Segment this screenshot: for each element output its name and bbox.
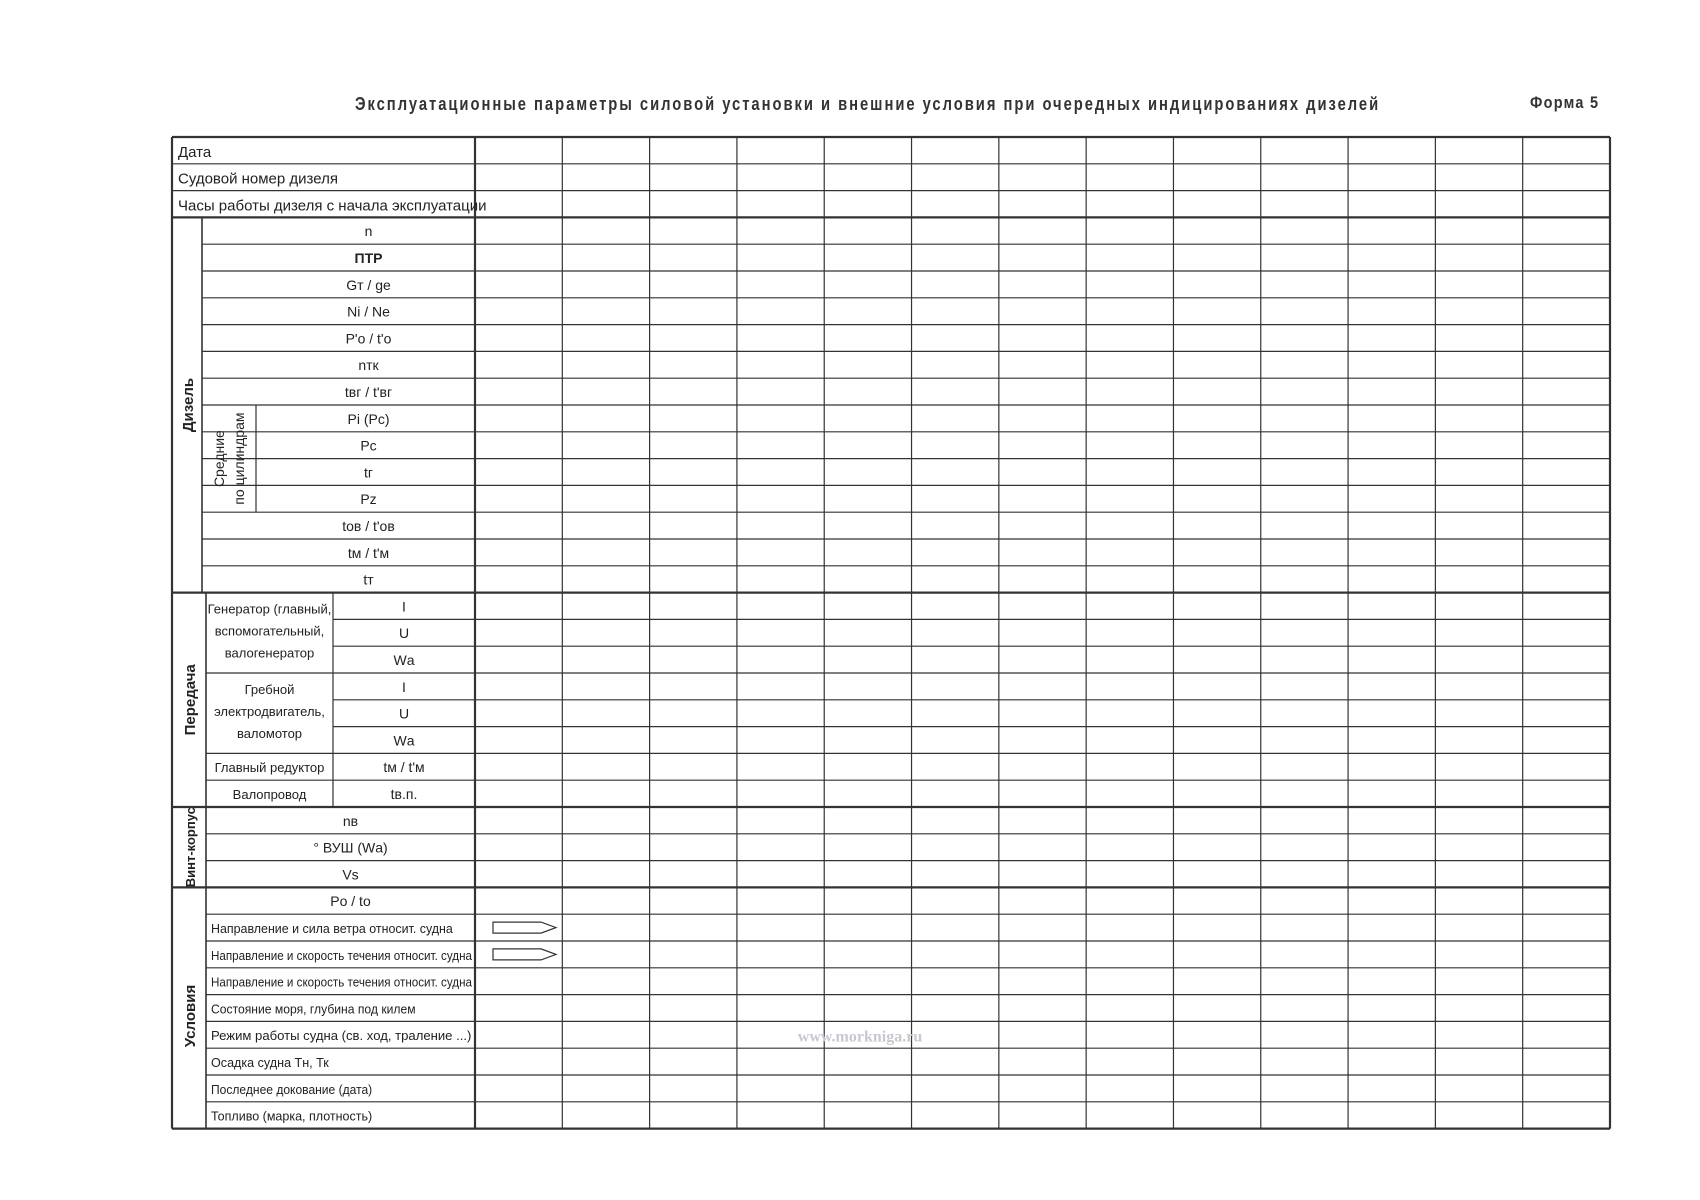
subgroup-label-averages: Средние [211,430,227,488]
conditions-param-label: Pо / tо [330,893,371,910]
propeller-param-label: ° ВУШ (Wа) [313,839,388,856]
reducer-label: Главный редуктор [214,760,325,776]
diesel-param-label: tг [364,464,373,481]
direction-arrow-icon [493,949,556,960]
diesel-param-label: Pi (Pс) [347,410,390,427]
transmission-param-label: U [398,625,410,642]
transmission-param-label: Wа [393,732,415,749]
group-label-diesel: Дизель [180,377,197,433]
motor-label: электродвигатель, [214,704,325,719]
group-label-conditions: Условия [182,984,199,1048]
conditions-row-label: Топливо (марка, плотность) [211,1108,373,1124]
diesel-param-label: Pс [360,437,377,454]
diesel-param-label: nтк [358,357,379,374]
diesel-param-label: Ni / Ne [347,303,390,320]
conditions-row-label: Осадка судна Тн, Тк [211,1055,330,1070]
diesel-param-label: tвг / t'вг [344,384,393,400]
form-number: Форма 5 [1530,93,1600,112]
generator-label: валогенератор [224,645,315,661]
conditions-row-label: Направление и скорость течения относит. судна [211,947,473,963]
conditions-row-label: Режим работы судна (св. ход, траление ...) [211,1028,472,1044]
header-row-label: Дата [178,143,212,161]
transmission-param-label: Wа [393,652,415,668]
conditions-row-label: Направление и скорость течения относит. судна [211,974,473,990]
motor-label: Гребной [244,682,295,697]
direction-arrow-icon [493,922,556,933]
conditions-row-label: Состояние моря, глубина под килем [211,1001,416,1017]
propeller-param-label: nв [342,812,359,829]
transmission-param-label: I [402,598,406,615]
header-row-label: Часы работы дизеля с начала эксплуатации [178,197,487,215]
watermark: www.morkniga.ru [797,1028,923,1046]
diesel-param-label: Gт / gе [346,276,391,293]
diesel-param-label: n [364,223,373,240]
group-label-propeller: Винт-корпус [183,807,198,888]
motor-label: валомотор [236,726,303,741]
diesel-param-label: P'о / t'о [345,330,392,347]
subgroup-label-averages: по цилиндрам [231,412,247,505]
propeller-param-label: Vs [342,866,359,883]
transmission-param-label: tм / t'м [383,759,425,776]
diesel-param-label: tов / t'ов [342,518,395,534]
transmission-param-label: tв.п. [390,786,418,802]
transmission-param-label: I [402,678,406,695]
diesel-param-label: Pz [360,491,377,508]
diesel-param-label: ПТР [354,250,383,266]
group-label-transmission: Передача [182,664,199,736]
generator-label: Генератор (главный, [207,601,332,617]
shaft-label: Валопровод [232,787,307,802]
generator-label: вспомогательный, [214,623,325,639]
transmission-param-label: U [398,705,410,722]
conditions-row-label: Направление и сила ветра относит. судна [211,921,454,936]
conditions-row-label: Последнее докование (дата) [211,1081,373,1097]
header-row-label: Судовой номер дизеля [178,170,338,188]
page-title: Эксплуатационные параметры силовой установки и внешние условия при очередных индицированиях дизелей [355,94,1381,114]
diesel-param-label: tт [363,571,374,588]
diesel-param-label: tм / t'м [347,544,390,561]
